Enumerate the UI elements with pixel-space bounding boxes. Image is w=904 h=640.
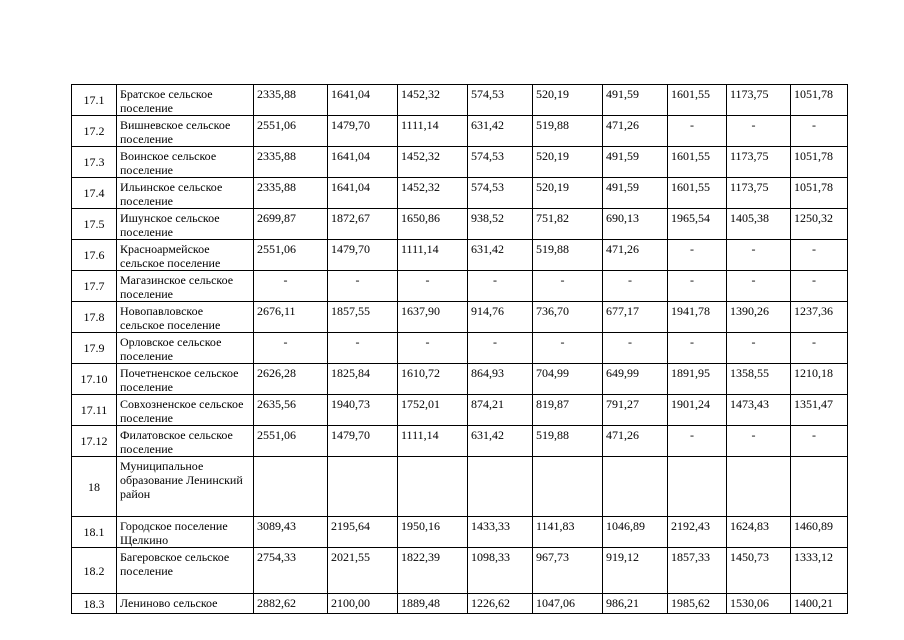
row-number-cell: 17.5 [72,209,117,240]
value-cell: 874,21 [468,395,533,426]
table-row [72,240,848,271]
settlement-name-cell: Вишневское сельское поселение [117,116,254,147]
value-cell: 491,59 [603,178,668,209]
value-cell [668,457,727,517]
value-cell: 491,59 [603,147,668,178]
value-cell: 649,99 [603,364,668,395]
table-row [72,85,848,116]
value-cell: 1433,33 [468,517,533,548]
value-cell: 1479,70 [328,426,398,457]
value-cell: 1901,24 [668,395,727,426]
value-cell: 1601,55 [668,85,727,116]
value-cell: 677,17 [603,302,668,333]
settlement-name-cell: Ишунское сельское поселение [117,209,254,240]
value-cell: 631,42 [468,240,533,271]
value-cell: - [468,271,533,302]
value-cell: 1601,55 [668,147,727,178]
value-cell: 938,52 [468,209,533,240]
value-cell: 1358,55 [727,364,791,395]
value-cell: 1601,55 [668,178,727,209]
value-cell: 471,26 [603,116,668,147]
value-cell: 1857,55 [328,302,398,333]
value-cell: 1637,90 [398,302,468,333]
value-cell: 2021,55 [328,548,398,594]
table-row [72,209,848,240]
value-cell: - [668,240,727,271]
value-cell: 1111,14 [398,116,468,147]
row-number-cell: 17.11 [72,395,117,426]
value-cell: 1450,73 [727,548,791,594]
value-cell: 1650,86 [398,209,468,240]
value-cell: - [668,116,727,147]
value-cell: 471,26 [603,240,668,271]
row-number-cell: 18.1 [72,517,117,548]
value-cell: 1111,14 [398,426,468,457]
table-row [72,426,848,457]
value-cell: 1889,48 [398,594,468,614]
row-number-cell: 18.2 [72,548,117,594]
value-cell: - [328,271,398,302]
value-cell: 1047,06 [533,594,603,614]
value-cell: 1046,89 [603,517,668,548]
table-row [72,364,848,395]
settlement-name-cell: Магазинское сельское поселение [117,271,254,302]
value-cell: 967,73 [533,548,603,594]
value-cell: 520,19 [533,178,603,209]
row-number-cell: 17.6 [72,240,117,271]
value-cell: 791,27 [603,395,668,426]
value-cell: 1452,32 [398,85,468,116]
value-cell: - [727,426,791,457]
table-row [72,457,848,517]
value-cell: - [727,240,791,271]
value-cell: 864,93 [468,364,533,395]
value-cell [727,457,791,517]
value-cell: 2626,28 [254,364,328,395]
row-number-cell: 17.3 [72,147,117,178]
value-cell: - [727,333,791,364]
value-cell: 1237,36 [791,302,848,333]
value-cell: 1641,04 [328,147,398,178]
value-cell: 631,42 [468,116,533,147]
value-cell: 574,53 [468,85,533,116]
value-cell: 1530,06 [727,594,791,614]
value-cell: 1822,39 [398,548,468,594]
table-row [72,116,848,147]
settlement-name-cell: Городское поселение Щелкино [117,517,254,548]
value-cell: - [328,333,398,364]
value-cell [328,457,398,517]
table-body [72,85,848,614]
value-cell: 919,12 [603,548,668,594]
value-cell: 1051,78 [791,85,848,116]
value-cell: 1405,38 [727,209,791,240]
value-cell: - [533,333,603,364]
value-cell: 2195,64 [328,517,398,548]
value-cell: 1941,78 [668,302,727,333]
row-number-cell: 17.2 [72,116,117,147]
value-cell: - [603,333,668,364]
value-cell: - [791,271,848,302]
value-cell: 2551,06 [254,240,328,271]
value-cell: 1891,95 [668,364,727,395]
settlement-name-cell: Орловское сельское поселение [117,333,254,364]
value-cell: 1173,75 [727,178,791,209]
value-cell: 2551,06 [254,426,328,457]
value-cell: 1473,43 [727,395,791,426]
value-cell: - [791,116,848,147]
value-cell: 1141,83 [533,517,603,548]
value-cell: 1210,18 [791,364,848,395]
table-row [72,517,848,548]
value-cell: - [791,426,848,457]
value-cell: 1452,32 [398,178,468,209]
value-cell [533,457,603,517]
value-cell: 1400,21 [791,594,848,614]
value-cell: 2676,11 [254,302,328,333]
value-cell: - [668,333,727,364]
value-cell: 2551,06 [254,116,328,147]
value-cell: 1479,70 [328,116,398,147]
value-cell: 1641,04 [328,178,398,209]
value-cell: 1610,72 [398,364,468,395]
value-cell: 819,87 [533,395,603,426]
table-row [72,333,848,364]
value-cell: 519,88 [533,426,603,457]
value-cell: 1460,89 [791,517,848,548]
row-number-cell: 17.8 [72,302,117,333]
value-cell: 2335,88 [254,85,328,116]
value-cell: - [398,271,468,302]
row-number-cell: 18.3 [72,594,117,614]
value-cell: 1624,83 [727,517,791,548]
settlement-name-cell: Почетненское сельское поселение [117,364,254,395]
value-cell: 519,88 [533,240,603,271]
value-cell: - [727,116,791,147]
row-number-cell: 17.1 [72,85,117,116]
row-number-cell: 17.7 [72,271,117,302]
settlement-name-cell: Совхозненское сельское поселение [117,395,254,426]
value-cell: 520,19 [533,85,603,116]
value-cell: 1825,84 [328,364,398,395]
row-number-cell: 18 [72,457,117,517]
value-cell: 1872,67 [328,209,398,240]
value-cell: 1940,73 [328,395,398,426]
value-cell: 1051,78 [791,178,848,209]
value-cell [398,457,468,517]
value-cell: - [727,271,791,302]
settlement-name-cell: Багеровское сельское поселение [117,548,254,594]
value-cell: 1390,26 [727,302,791,333]
settlement-name-cell: Воинское сельское поселение [117,147,254,178]
value-cell: 1857,33 [668,548,727,594]
value-cell: 1051,78 [791,147,848,178]
value-cell: - [603,271,668,302]
value-cell: 3089,43 [254,517,328,548]
value-cell: 2882,62 [254,594,328,614]
value-cell: 2754,33 [254,548,328,594]
value-cell: 631,42 [468,426,533,457]
value-cell: - [668,426,727,457]
value-cell [468,457,533,517]
value-cell: 751,82 [533,209,603,240]
value-cell: 736,70 [533,302,603,333]
settlement-name-cell: Красноармейское сельское поселение [117,240,254,271]
value-cell: 1965,54 [668,209,727,240]
tariff-table [71,84,848,614]
value-cell: 1333,12 [791,548,848,594]
value-cell: 491,59 [603,85,668,116]
value-cell [254,457,328,517]
value-cell: 1226,62 [468,594,533,614]
value-cell: - [254,271,328,302]
value-cell: 519,88 [533,116,603,147]
value-cell: 2635,56 [254,395,328,426]
value-cell: 574,53 [468,147,533,178]
settlement-name-cell: Братское сельское поселение [117,85,254,116]
value-cell: - [533,271,603,302]
value-cell: 1250,32 [791,209,848,240]
settlement-name-cell: Филатовское сельское поселение [117,426,254,457]
value-cell: - [254,333,328,364]
settlement-name-cell: Ильинское сельское поселение [117,178,254,209]
value-cell: 1111,14 [398,240,468,271]
value-cell: 2335,88 [254,178,328,209]
value-cell [603,457,668,517]
value-cell: 1985,62 [668,594,727,614]
value-cell: 2100,00 [328,594,398,614]
value-cell: - [791,240,848,271]
value-cell: 1752,01 [398,395,468,426]
value-cell: 520,19 [533,147,603,178]
value-cell: - [468,333,533,364]
value-cell: 1641,04 [328,85,398,116]
value-cell: 1173,75 [727,85,791,116]
row-number-cell: 17.10 [72,364,117,395]
value-cell: 2699,87 [254,209,328,240]
value-cell: 1950,16 [398,517,468,548]
table-row [72,395,848,426]
table-row [72,594,848,614]
value-cell: 2335,88 [254,147,328,178]
value-cell: 1452,32 [398,147,468,178]
settlement-name-cell: Новопавловское сельское поселение [117,302,254,333]
value-cell: 1173,75 [727,147,791,178]
value-cell: 1479,70 [328,240,398,271]
value-cell: - [791,333,848,364]
table-row [72,178,848,209]
table-row [72,302,848,333]
value-cell: 986,21 [603,594,668,614]
row-number-cell: 17.12 [72,426,117,457]
settlement-name-cell: Муниципальное образование Ленинский район [117,457,254,517]
value-cell: 471,26 [603,426,668,457]
value-cell: 1098,33 [468,548,533,594]
value-cell: 690,13 [603,209,668,240]
value-cell: 1351,47 [791,395,848,426]
value-cell: 704,99 [533,364,603,395]
value-cell: 2192,43 [668,517,727,548]
value-cell [791,457,848,517]
settlement-name-cell: Лениново сельское [117,594,254,614]
row-number-cell: 17.9 [72,333,117,364]
value-cell: 574,53 [468,178,533,209]
row-number-cell: 17.4 [72,178,117,209]
value-cell: 914,76 [468,302,533,333]
table-row [72,271,848,302]
table-row [72,147,848,178]
value-cell: - [668,271,727,302]
table-row [72,548,848,594]
value-cell: - [398,333,468,364]
